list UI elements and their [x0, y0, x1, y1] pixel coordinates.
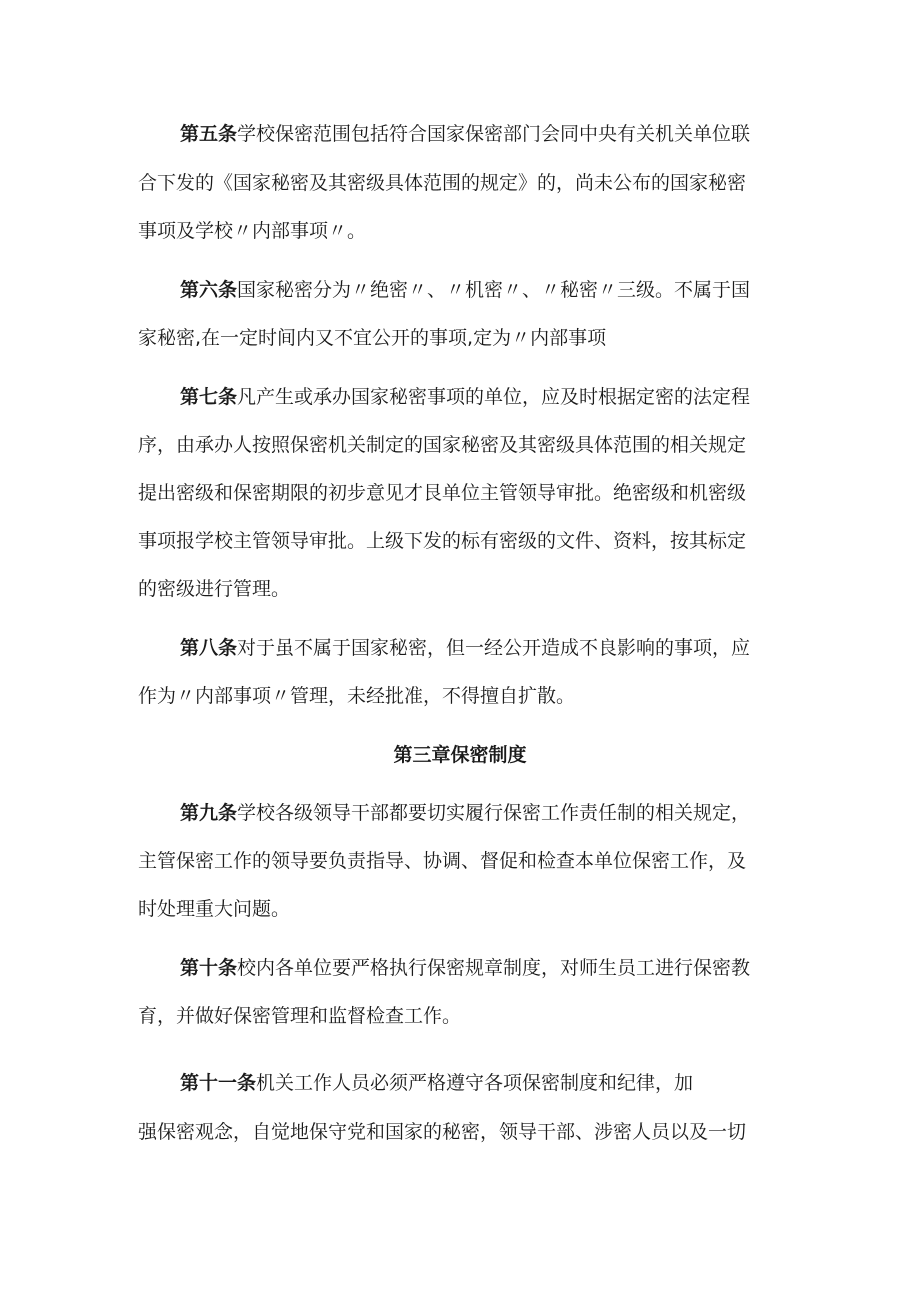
article-6-text-1: 国家秘密分为〃绝密〃、〃机密〃、〃秘密〃三级。不属于国 [237, 279, 751, 301]
article-7-line-3: 提出密级和保密期限的初步意见才艮单位主管领导审批。绝密级和机密级 [138, 482, 747, 504]
article-5-label: 第五条 [180, 123, 238, 145]
article-6-line-1 [180, 278, 750, 302]
article-7-label: 第七条 [180, 386, 238, 408]
article-7-line-2: 序，由承办人按照保密机关制定的国家秘密及其密级具体范围的相关规定 [138, 434, 747, 456]
article-10-line-2: 育，并做好保密管理和监督检查工作。 [138, 1005, 462, 1027]
article-11-line-2: 强保密观念，自觉地保守党和国家的秘密，领导干部、涉密人员以及一切 [138, 1121, 747, 1143]
article-6-line-2: 家秘密,在一定时间内又不宜公开的事项,定为〃内部事项 [138, 327, 607, 349]
article-5-line-2: 合下发的《国家秘密及其密级具体范围的规定》的，尚未公布的国家秘密 [138, 172, 747, 194]
article-9-line-1 [180, 801, 750, 825]
article-6-label: 第六条 [180, 279, 238, 301]
article-9-label: 第九条 [180, 802, 238, 824]
article-8-line-1 [180, 636, 750, 660]
article-7-line-4: 事项报学校主管领导审批。上级下发的标有密级的文件、资料，按其标定 [138, 530, 747, 552]
article-9-text-1: 学校各级领导干部都要切实履行保密工作责任制的相关规定， [237, 802, 751, 824]
article-10-text-1: 校内各单位要严格执行保密规章制度，对师生员工进行保密教 [237, 957, 751, 979]
article-7-line-1 [180, 385, 750, 409]
article-7-line-5: 的密级进行管理。 [138, 578, 291, 600]
chapter-3-heading: 第三章保密制度 [393, 744, 527, 766]
article-5-line-1 [180, 122, 750, 146]
article-8-text-1: 对于虽不属于国家秘密，但一经公开造成不良影响的事项，应 [237, 637, 751, 659]
article-9-line-3: 时处理重大问题。 [138, 898, 291, 920]
article-11-text-1: 机关工作人员必须严格遵守各项保密制度和纪律，加 [256, 1072, 694, 1094]
article-10-line-1 [180, 956, 750, 980]
article-5-line-3: 事项及学校〃内部事项〃。 [138, 220, 367, 242]
article-10-label: 第十条 [180, 957, 238, 979]
article-11-line-1 [180, 1071, 693, 1095]
article-8-label: 第八条 [180, 637, 238, 659]
article-5-text-1: 学校保密范围包括符合国家保密部门会同中央有关机关单位联 [237, 123, 751, 145]
article-11-label: 第十一条 [180, 1072, 257, 1094]
article-9-line-2: 主管保密工作的领导要负责指导、协调、督促和检查本单位保密工作，及 [138, 850, 747, 872]
article-8-line-2: 作为〃内部事项〃管理，未经批准，不得擅自扩散。 [138, 685, 576, 707]
article-7-text-1: 凡产生或承办国家秘密事项的单位，应及时根据定密的法定程 [237, 386, 751, 408]
